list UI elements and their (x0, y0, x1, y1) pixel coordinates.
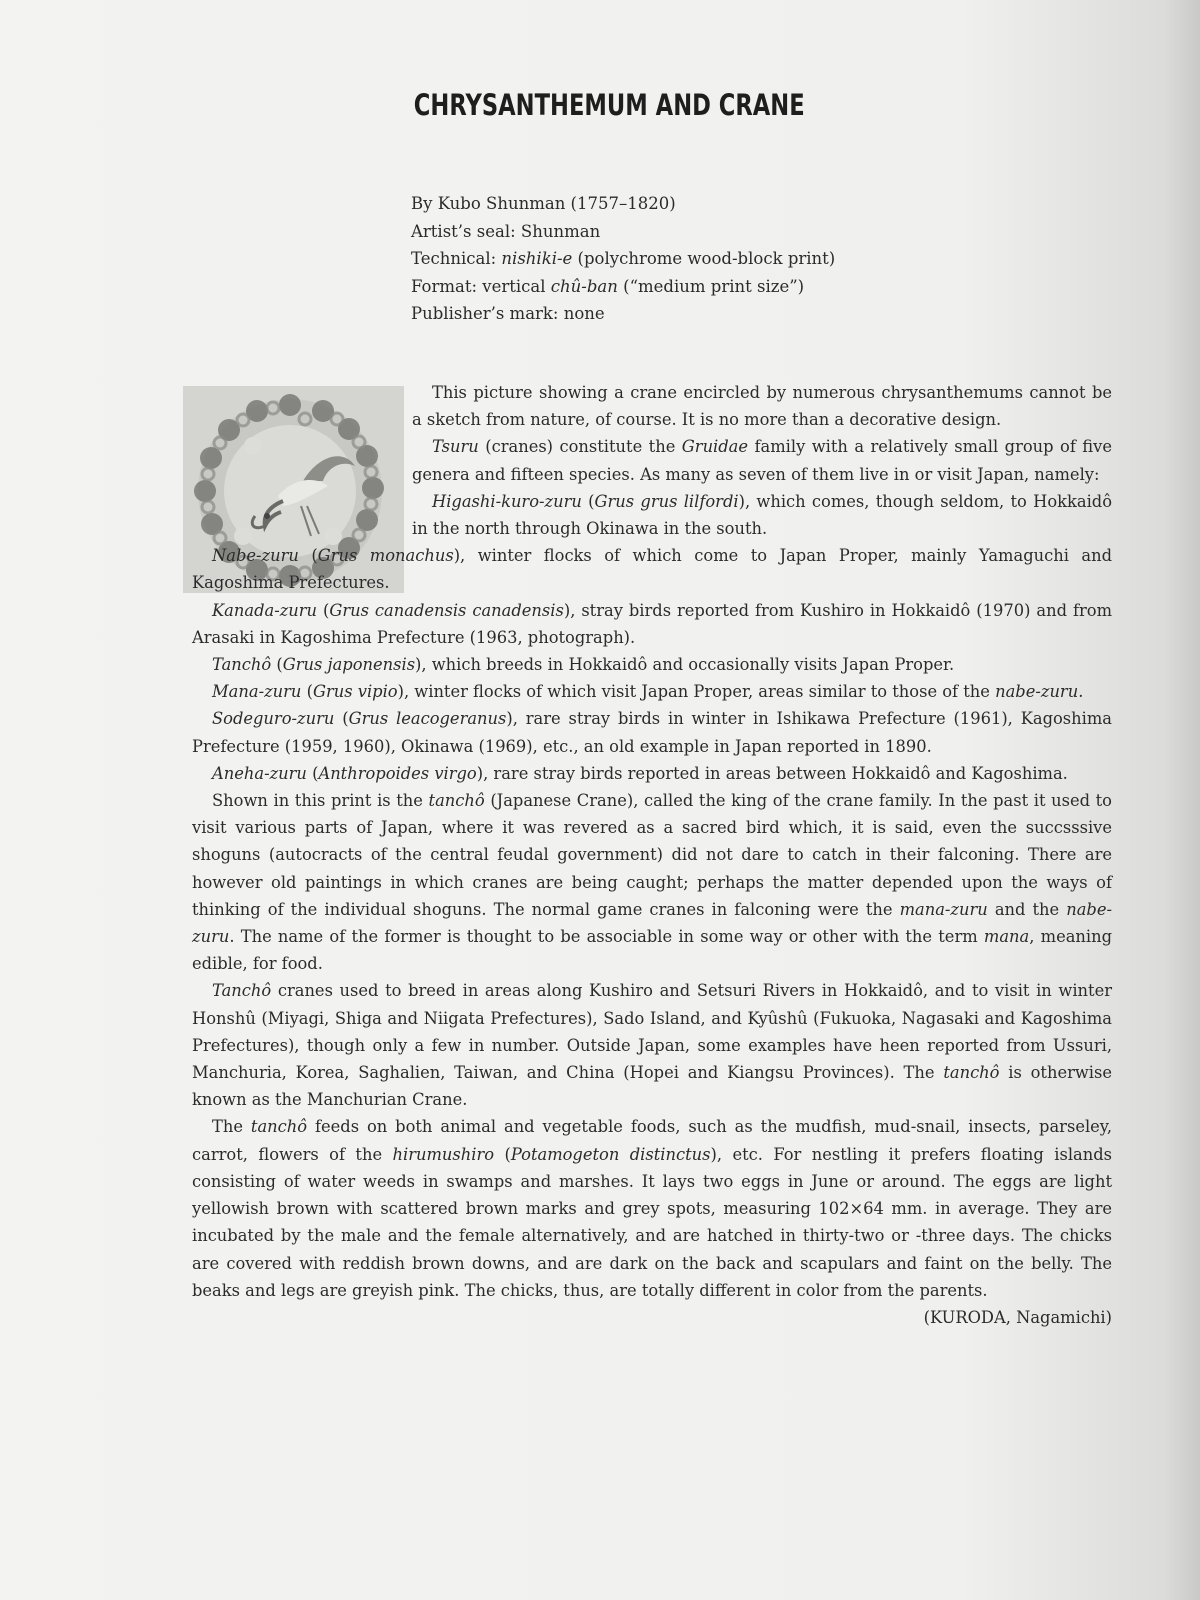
meta-text: Technical: (411, 249, 502, 268)
italic-term: Potamogeton distinctus (510, 1144, 711, 1164)
author-signature: (KURODA, Nagamichi) (923, 1307, 1112, 1327)
paragraph-text: The (212, 1117, 251, 1137)
italic-term: Anthropoides virgo (318, 763, 477, 783)
paragraph-text: feeds on both animal and vegetable foods, such as the mudfish, mud-snail, insects, parseley, carrot, flowers of the (192, 1117, 1113, 1164)
italic-term: nabe-zuru (192, 899, 1112, 947)
italic-term: Grus japonensis (282, 655, 416, 675)
paragraph-text: is otherwise known as the Manchurian Crane. (192, 1063, 1112, 1110)
italic-term: Tanchô (212, 655, 272, 675)
italic-term: tanchô (250, 1117, 308, 1137)
paragraph-text: (Japanese Crane), called the king of the crane family. In the past it used to visit various parts of Japan, where it was revered as a sacred bird which, it is said, even the succsssive shoguns (autocracts of the central feudal government) did not dare to catch in their falconing. There are however old paintings in which cranes are being caught; perhaps the matter depended upon the ways of thinking of the individual shoguns. The normal game cranes in falconing were the (192, 791, 1112, 919)
italic-term: Aneha-zuru (212, 763, 307, 783)
paragraph-text: family with a relatively small group of five genera and fifteen species. As many as seven of them live in or visit Japan, namely: (412, 437, 1112, 484)
italic-term: Kanada-zuru (212, 600, 318, 620)
paragraph-text: ( (334, 709, 349, 729)
paragraph-text: ), rare stray birds reported in areas between Hokkaidô and Kagoshima. (476, 763, 1068, 783)
paragraph-text: ), which comes, though seldom, to Hokkaidô in the north through Okinawa in the south. (412, 491, 1113, 539)
italic-term: Tsuru (432, 437, 479, 457)
italic-term: Sodeguro-zuru (212, 709, 335, 729)
meta-text: (“medium print size”) (617, 276, 805, 296)
paragraph: This picture showing a crane encircled by numerous chrysanthemums cannot be a sketch from nature, of course. It is no more than a decorative design. (412, 383, 1112, 430)
paragraph (412, 488, 1112, 542)
meta-artist: By Kubo Shunman (1757–1820) (411, 194, 676, 213)
paragraph (192, 977, 1112, 1113)
italic-term: Tanchô (212, 981, 272, 1001)
paragraph-text: ( (271, 655, 283, 675)
paragraph-text: and the (987, 899, 1067, 919)
italic-term: nabe-zuru (995, 682, 1079, 702)
paragraph (192, 542, 1112, 596)
paragraph-text: . The name of the former is thought to be associable in some way or other with the term (229, 927, 984, 947)
paragraph (192, 651, 1112, 678)
paragraph-text: (cranes) constitute the (478, 437, 682, 457)
paragraph-text: , meaning edible, for food. (192, 927, 1113, 974)
meta-seal: Artist’s seal: Shunman (411, 221, 601, 241)
paragraph-text: ( (301, 682, 313, 702)
italic-term: Gruidae (681, 437, 749, 457)
paragraph (192, 597, 1112, 651)
meta-term: chû-ban (550, 276, 618, 296)
paragraph (412, 433, 1112, 487)
italic-term: Nabe-zuru (212, 546, 299, 566)
paragraph-text: ), rare stray birds in winter in Ishikawa Prefecture (1961), Kagoshima Prefecture (1959, 1960), Okinawa (1969), etc., an old example in Japan reported in 1890. (192, 709, 1112, 756)
paragraph-text: . (1078, 682, 1084, 702)
italic-term: hirumushiro (392, 1144, 495, 1164)
italic-term: Grus vipio (312, 682, 398, 702)
italic-term: Grus grus lilfordi (594, 491, 739, 511)
paragraph-text: ), winter flocks of which come to Japan Proper, mainly Yamaguchi and Kagoshima Prefectures. (192, 546, 1113, 593)
italic-term: Higashi-kuro-zuru (432, 491, 582, 511)
meta-text: (polychrome wood-block print) (572, 249, 836, 268)
paragraph-text: ), stray birds reported from Kushiro in Hokkaidô (1970) and from Arasaki in Kagoshima Prefecture (1963, photograph). (192, 600, 1113, 647)
article-body (192, 379, 1112, 1331)
paragraph-text: ( (306, 763, 319, 783)
paragraph-text: ( (581, 491, 595, 511)
paragraph-text: ), winter flocks of which visit Japan Proper, areas similar to those of the (397, 682, 996, 702)
text-beside-image (412, 379, 1112, 542)
paragraph (192, 760, 1112, 787)
paragraph-text: ( (298, 546, 318, 566)
italic-term: Grus leacogeranus (348, 709, 507, 729)
italic-term: Grus monachus (317, 546, 454, 566)
print-metadata (411, 190, 835, 328)
paragraph-text: ), which breeds in Hokkaidô and occasionally visits Japan Proper. (415, 655, 955, 675)
meta-format (411, 273, 835, 301)
paragraph-text: ), etc. For nestling it prefers floating islands consisting of water weeds in swamps and marshes. It lays two eggs in June or around. The eggs are light yellowish brown with scattered brown marks and grey spots, measuring 102×64 mm. in average. They are incubated by the male and the female alternatively, and are hatched in thirty-two or -three days. The chicks are covered with reddish brown downs, and are dark on the back and scapulars and faint on the belly. The beaks and legs are greyish pink. The chicks, thus, are totally different in color from the parents. (192, 1144, 1113, 1300)
paragraph-text: ( (317, 600, 330, 620)
page-title: CHRYSANTHEMUM AND CRANE (413, 88, 805, 122)
meta-term: nishiki-e (501, 249, 573, 268)
paragraph-text: cranes used to breed in areas along Kushiro and Setsuri Rivers in Hokkaidô, and to visit in winter Honshû (Miyagi, Shiga and Niigata Prefectures), Sado Island, and Kyûshû (Fukuoka, Nagasaki and Kagoshima Prefectures), though only a few in number. Outside Japan, some examples have heen reported from Ussuri, Manchuria, Korea, Saghalien, Taiwan, and China (Hopei and Kiangsu Provinces). The (192, 981, 1112, 1083)
meta-technical (411, 245, 835, 273)
italic-term: mana (983, 927, 1030, 947)
italic-term: tanchô (943, 1063, 1000, 1083)
italic-term: mana-zuru (899, 899, 988, 919)
meta-publisher: Publisher’s mark: none (411, 304, 605, 323)
paragraph-text: ( (494, 1144, 511, 1164)
paragraph-text: Shown in this print is the (212, 791, 429, 811)
paragraph (192, 787, 1112, 977)
italic-term: Mana-zuru (212, 682, 302, 702)
paragraph (192, 1113, 1113, 1327)
paragraph (192, 678, 1112, 705)
meta-text: Format: vertical (411, 276, 551, 296)
italic-term: Grus canadensis canadensis (329, 600, 564, 620)
paragraph (192, 705, 1112, 759)
italic-term: tanchô (428, 791, 485, 811)
